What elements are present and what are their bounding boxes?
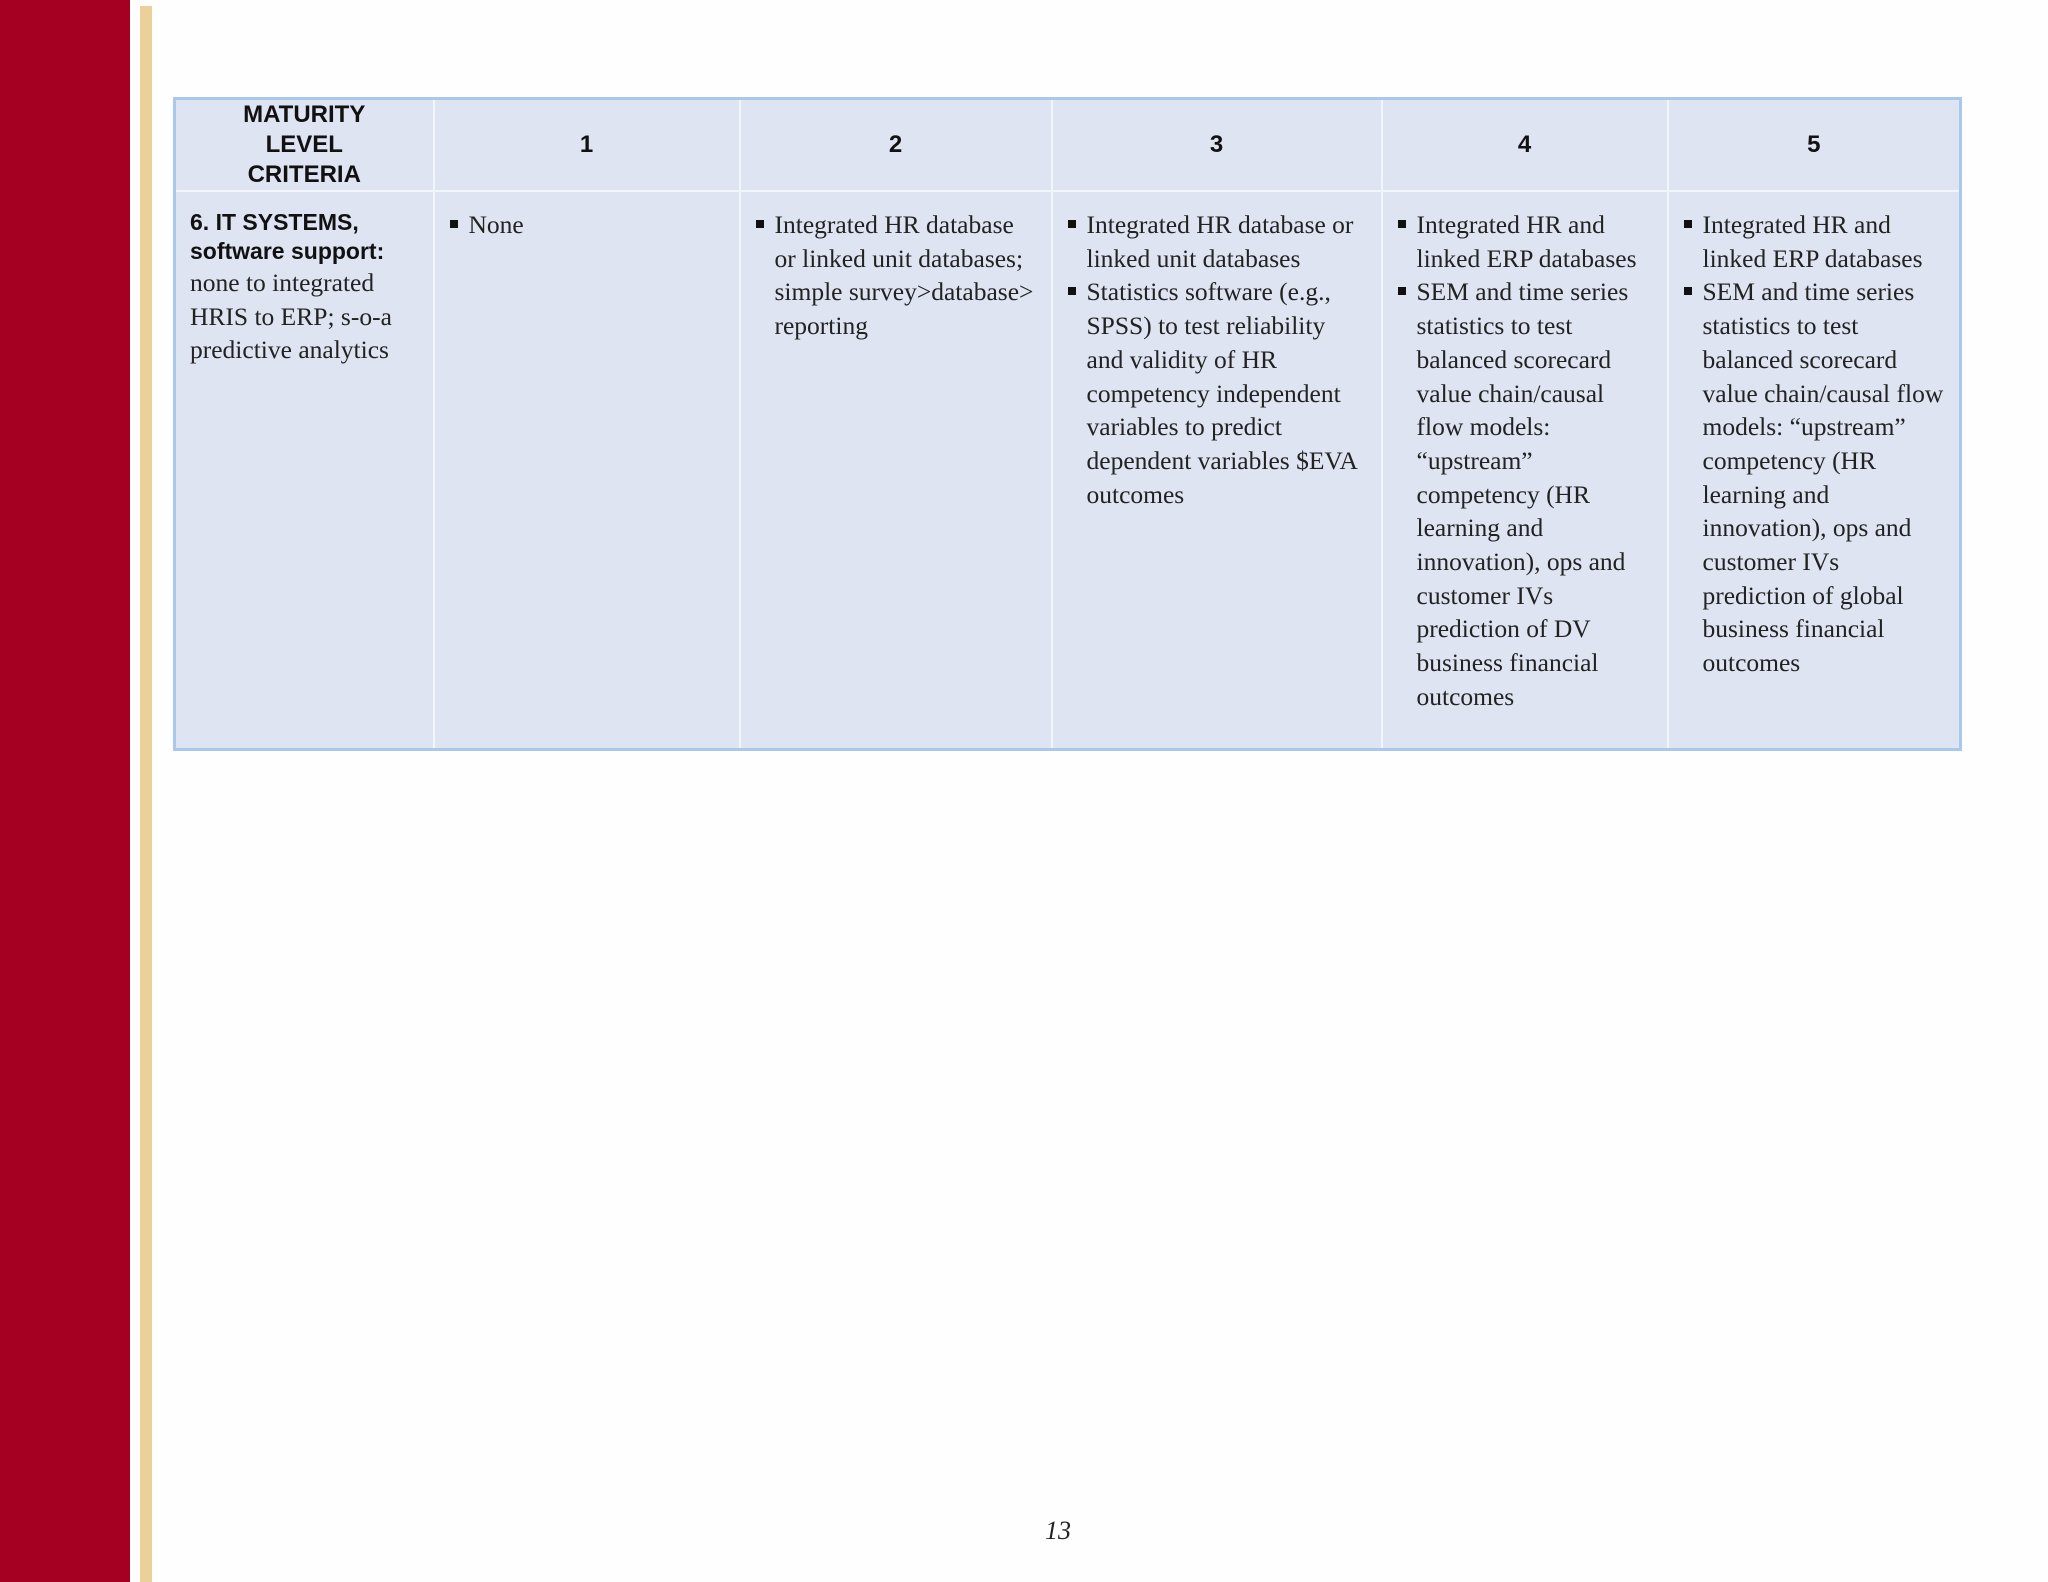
table-row (175, 191, 1961, 750)
header-level-3: 3 (1052, 99, 1382, 192)
header-level-2: 2 (740, 99, 1052, 192)
header-row (175, 99, 1961, 192)
criteria-title: 6. IT SYSTEMS, software support: (190, 209, 385, 264)
level-5-list (1683, 208, 1946, 680)
level-5-cell (1668, 191, 1961, 750)
header-level-5: 5 (1668, 99, 1961, 192)
criteria-cell (175, 191, 434, 750)
accent-stripe (140, 6, 152, 1582)
level-3-list (1067, 208, 1367, 511)
level-3-cell (1052, 191, 1382, 750)
list-item: Integrated HR and linked ERP databases (1397, 208, 1653, 275)
criteria-description: none to integrated HRIS to ERP; s-o-a predictive analytics (190, 268, 392, 365)
list-item: SEM and time series statistics to test balanced scorecard value chain/causal flow models: “upstream” competency (HR learning and innovation), ops and customer IVs prediction of DV business financial outcomes (1397, 275, 1653, 713)
list-item: Integrated HR database or linked unit databases (1067, 208, 1367, 275)
level-1-list (449, 208, 725, 242)
header-level-1: 1 (434, 99, 740, 192)
left-color-band (0, 0, 130, 1582)
maturity-level-table (173, 97, 1962, 751)
maturity-table-container (173, 97, 1959, 751)
level-2-list (755, 208, 1037, 343)
list-item: SEM and time series statistics to test balanced scorecard value chain/causal flow models: “upstream” competency (HR learning and innovation), ops and customer IVs prediction of global business financial outcomes (1683, 275, 1946, 679)
level-4-cell (1382, 191, 1668, 750)
header-criteria: MATURITY LEVEL CRITERIA (175, 99, 434, 192)
level-1-cell (434, 191, 740, 750)
page-number: 13 (1045, 1516, 1071, 1545)
level-4-list (1397, 208, 1653, 714)
header-level-4: 4 (1382, 99, 1668, 192)
list-item: None (449, 208, 725, 242)
list-item: Integrated HR and linked ERP databases (1683, 208, 1946, 275)
list-item: Statistics software (e.g., SPSS) to test reliability and validity of HR competency independent variables to predict dependent variables $EVA outcomes (1067, 275, 1367, 511)
level-2-cell (740, 191, 1052, 750)
list-item: Integrated HR database or linked unit databases; simple survey>database> reporting (755, 208, 1037, 343)
